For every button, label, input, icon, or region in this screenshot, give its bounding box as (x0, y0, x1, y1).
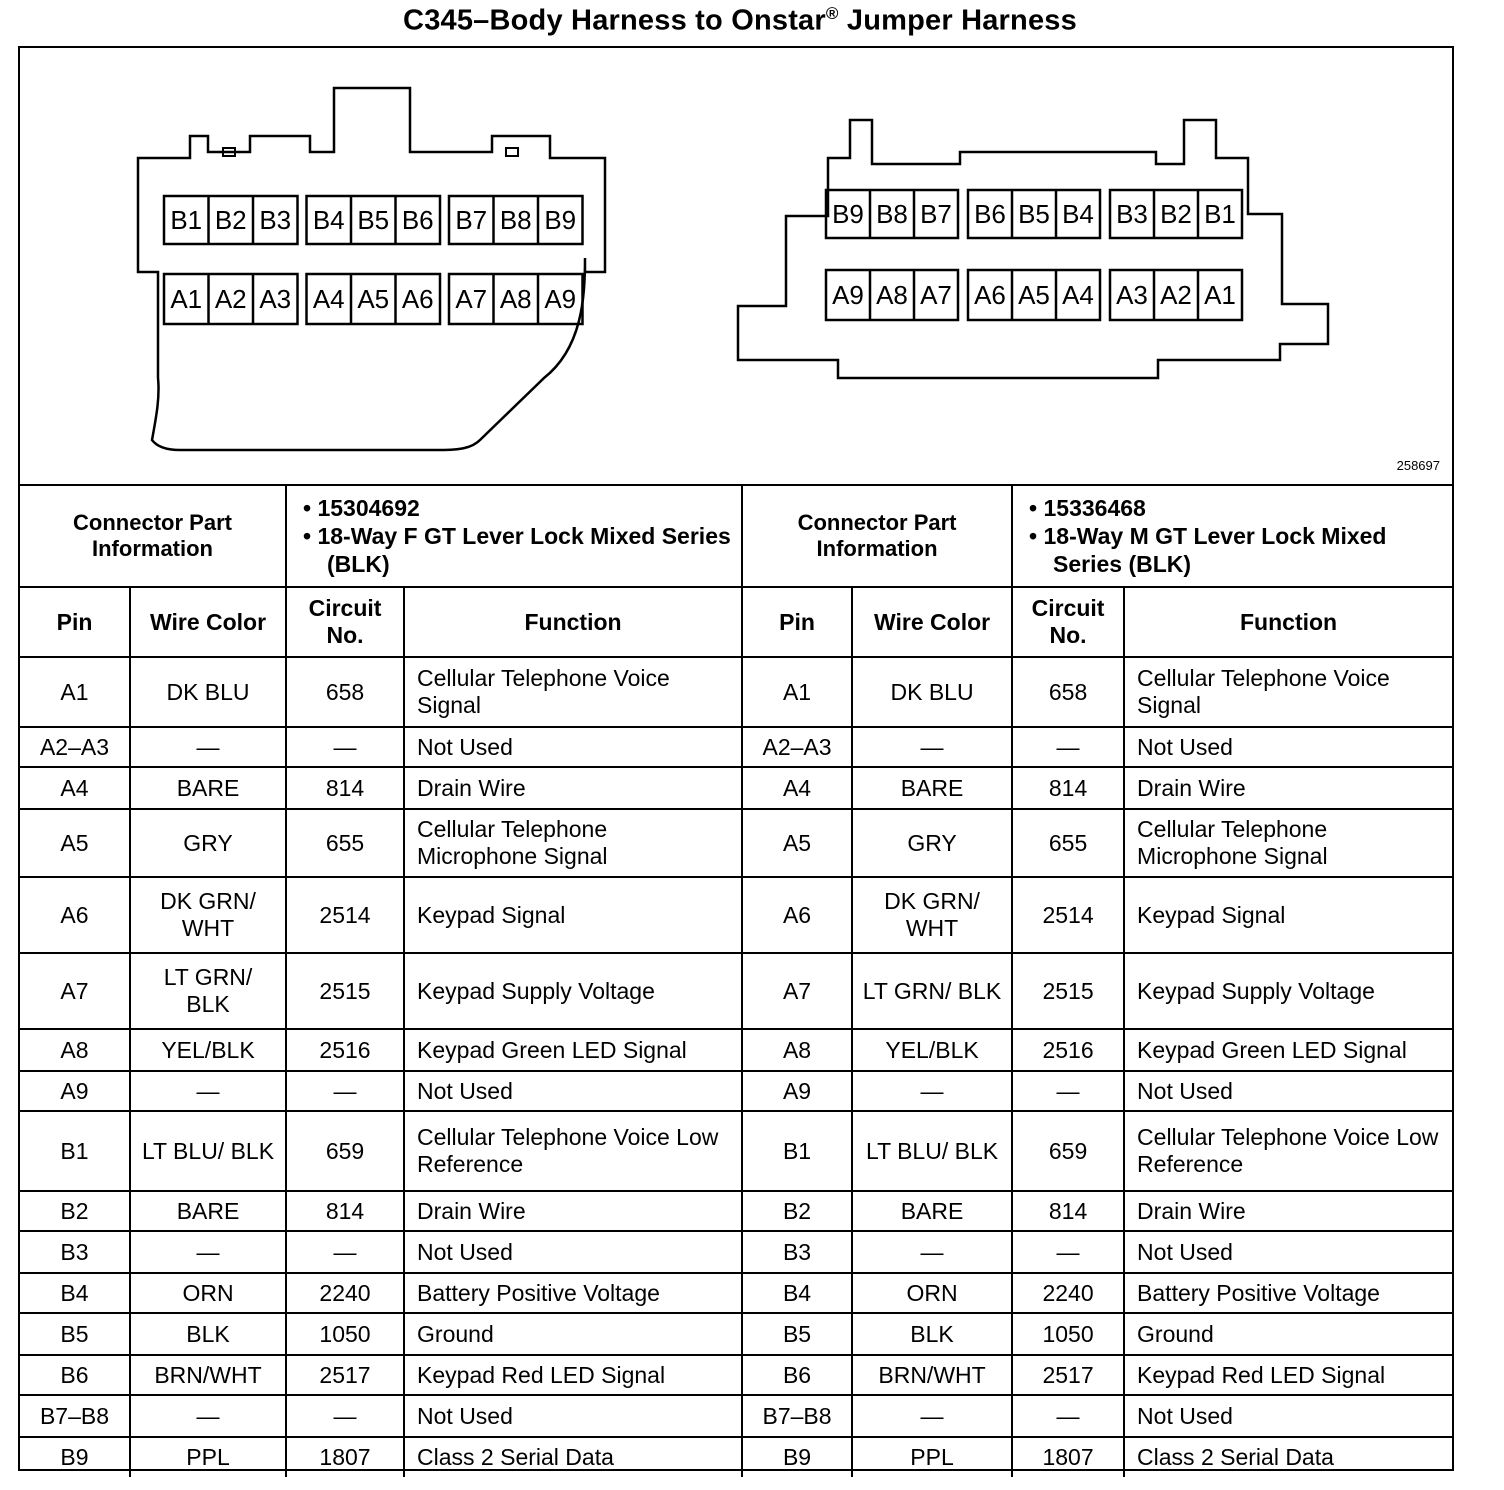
circuit-cell: 1807 (1012, 1437, 1124, 1477)
function-cell: Keypad Red LED Signal (404, 1355, 742, 1395)
pin-label: A9 (832, 280, 864, 310)
wire-color-cell: GRY (852, 809, 1012, 877)
function-cell: Not Used (404, 727, 742, 767)
pin-label: B2 (1160, 199, 1192, 229)
function-cell: Class 2 Serial Data (1124, 1437, 1452, 1477)
circuit-cell: 2516 (1012, 1029, 1124, 1071)
pin-label: B1 (170, 205, 203, 235)
left-part-info: • 15304692 • 18-Way F GT Lever Lock Mixed Series (BLK) (286, 485, 742, 587)
table-row (20, 1191, 1452, 1231)
pin-cell: A1 (20, 657, 130, 727)
pin-cell: A9 (742, 1071, 852, 1111)
right-top-pin-row (826, 190, 1242, 238)
table-row (20, 727, 1452, 767)
pin-label: B2 (214, 205, 247, 235)
wire-color-cell: — (130, 727, 286, 767)
circuit-cell: 659 (1012, 1111, 1124, 1191)
pin-cell: B7–B8 (742, 1395, 852, 1437)
pin-label: B7 (920, 199, 952, 229)
pin-label: B8 (876, 199, 908, 229)
wire-color-cell: BLK (852, 1313, 1012, 1355)
header-function: Function (404, 587, 742, 657)
wire-color-cell: PPL (130, 1437, 286, 1477)
pin-label: B9 (832, 199, 864, 229)
table-row (20, 953, 1452, 1029)
circuit-cell: — (1012, 1071, 1124, 1111)
left-connector-outline (138, 88, 605, 450)
table-row (20, 1029, 1452, 1071)
pin-cell: B2 (742, 1191, 852, 1231)
circuit-cell: 2240 (286, 1273, 404, 1313)
table-row (20, 809, 1452, 877)
pin-label: A6 (401, 284, 434, 314)
table-row (20, 767, 1452, 809)
left-top-pin-row (164, 196, 583, 244)
pin-label: A8 (499, 284, 532, 314)
pin-label: A4 (312, 284, 345, 314)
pin-cell: A8 (20, 1029, 130, 1071)
header-function: Function (1124, 587, 1452, 657)
header-circuit: Circuit No. (1012, 587, 1124, 657)
wire-color-cell: ORN (852, 1273, 1012, 1313)
circuit-cell: — (1012, 1231, 1124, 1273)
circuit-cell: 659 (286, 1111, 404, 1191)
circuit-cell: 658 (286, 657, 404, 727)
wire-color-cell: DK BLU (130, 657, 286, 727)
table-row (20, 1273, 1452, 1313)
header-pin: Pin (742, 587, 852, 657)
table-row (20, 877, 1452, 953)
circuit-cell: 814 (1012, 1191, 1124, 1231)
circuit-cell: 814 (1012, 767, 1124, 809)
circuit-cell: 2517 (1012, 1355, 1124, 1395)
wire-color-cell: BARE (130, 767, 286, 809)
pin-cell: A5 (20, 809, 130, 877)
wire-color-cell: DK BLU (852, 657, 1012, 727)
pin-label: B4 (1062, 199, 1094, 229)
pin-cell: B7–B8 (20, 1395, 130, 1437)
function-cell: Drain Wire (1124, 767, 1452, 809)
wire-color-cell: BRN/WHT (852, 1355, 1012, 1395)
function-cell: Cellular Telephone Voice Low Reference (404, 1111, 742, 1191)
circuit-cell: 1807 (286, 1437, 404, 1477)
pin-label: A2 (1160, 280, 1192, 310)
wire-color-cell: BARE (852, 767, 1012, 809)
right-bottom-pin-row (826, 270, 1242, 320)
pin-cell: B4 (20, 1273, 130, 1313)
pin-cell: B4 (742, 1273, 852, 1313)
circuit-cell: 2514 (286, 877, 404, 953)
pin-cell: A9 (20, 1071, 130, 1111)
table-row (20, 1313, 1452, 1355)
circuit-cell: 1050 (286, 1313, 404, 1355)
circuit-cell: 2514 (1012, 877, 1124, 953)
circuit-cell: — (286, 727, 404, 767)
circuit-cell: 2516 (286, 1029, 404, 1071)
pin-cell: A6 (742, 877, 852, 953)
function-cell: Drain Wire (1124, 1191, 1452, 1231)
page-title: C345–Body Harness to Onstar® Jumper Harness (403, 4, 1077, 37)
table-row (20, 1071, 1452, 1111)
function-cell: Ground (404, 1313, 742, 1355)
wire-color-cell: ORN (130, 1273, 286, 1313)
connector-drawings (20, 48, 1452, 484)
pin-cell: A2–A3 (20, 727, 130, 767)
circuit-cell: — (1012, 727, 1124, 767)
connector-diagram-area (20, 48, 1452, 484)
function-cell: Battery Positive Voltage (1124, 1273, 1452, 1313)
left-part-description: 18-Way F GT Lever Lock Mixed Series (BLK) (317, 523, 731, 577)
header-wire-color: Wire Color (852, 587, 1012, 657)
part-info-row (20, 485, 1452, 587)
circuit-cell: 2240 (1012, 1273, 1124, 1313)
part-info-label: Connector Part Information (742, 485, 1012, 587)
wire-color-cell: — (852, 1071, 1012, 1111)
pin-cell: A4 (742, 767, 852, 809)
pin-cell: A4 (20, 767, 130, 809)
function-cell: Class 2 Serial Data (404, 1437, 742, 1477)
pin-label: A9 (544, 284, 577, 314)
pin-label: B5 (1018, 199, 1050, 229)
left-bottom-pin-row (164, 274, 583, 324)
function-cell: Drain Wire (404, 767, 742, 809)
pin-label: B6 (401, 205, 434, 235)
wire-color-cell: BLK (130, 1313, 286, 1355)
function-cell: Not Used (404, 1395, 742, 1437)
pin-label: B9 (544, 205, 577, 235)
table-row (20, 1355, 1452, 1395)
function-cell: Keypad Supply Voltage (404, 953, 742, 1029)
function-cell: Not Used (1124, 1395, 1452, 1437)
circuit-cell: 655 (286, 809, 404, 877)
left-latch-slot (506, 148, 518, 156)
header-circuit: Circuit No. (286, 587, 404, 657)
function-cell: Not Used (1124, 1231, 1452, 1273)
wire-color-cell: GRY (130, 809, 286, 877)
table-row (20, 1231, 1452, 1273)
pin-cell: A8 (742, 1029, 852, 1071)
function-cell: Cellular Telephone Voice Low Reference (1124, 1111, 1452, 1191)
pin-cell: B9 (20, 1437, 130, 1477)
pin-label: B8 (499, 205, 532, 235)
function-cell: Keypad Green LED Signal (404, 1029, 742, 1071)
registered-mark: ® (825, 4, 839, 23)
circuit-cell: 658 (1012, 657, 1124, 727)
pin-label: B3 (1116, 199, 1148, 229)
pin-cell: A5 (742, 809, 852, 877)
function-cell: Not Used (1124, 727, 1452, 767)
left-part-number: 15304692 (317, 495, 420, 521)
circuit-cell: 2517 (286, 1355, 404, 1395)
circuit-cell: 1050 (1012, 1313, 1124, 1355)
pin-cell: B6 (20, 1355, 130, 1395)
wire-color-cell: — (852, 1231, 1012, 1273)
figure-id: 258697 (1396, 458, 1440, 473)
pin-label: B1 (1204, 199, 1236, 229)
right-part-number: 15336468 (1043, 495, 1146, 521)
pin-label: A7 (455, 284, 488, 314)
pin-label: A8 (876, 280, 908, 310)
wire-color-cell: — (130, 1231, 286, 1273)
table-row (20, 1395, 1452, 1437)
right-part-description: 18-Way M GT Lever Lock Mixed Series (BLK) (1043, 523, 1387, 577)
table-row (20, 1111, 1452, 1191)
wire-color-cell: LT BLU/ BLK (130, 1111, 286, 1191)
function-cell: Cellular Telephone Microphone Signal (1124, 809, 1452, 877)
pin-label: B7 (455, 205, 488, 235)
wire-color-cell: BARE (130, 1191, 286, 1231)
table-row (20, 657, 1452, 727)
table-row (20, 1437, 1452, 1477)
wire-color-cell: BARE (852, 1191, 1012, 1231)
circuit-cell: — (286, 1231, 404, 1273)
pin-label: A1 (170, 284, 203, 314)
part-info-label: Connector Part Information (20, 485, 286, 587)
column-header-row (20, 587, 1452, 657)
pin-label: A2 (214, 284, 247, 314)
function-cell: Cellular Telephone Voice Signal (1124, 657, 1452, 727)
pin-label: B4 (312, 205, 345, 235)
pin-label: B3 (259, 205, 292, 235)
pin-cell: A1 (742, 657, 852, 727)
wire-color-cell: — (852, 727, 1012, 767)
wire-color-cell: LT BLU/ BLK (852, 1111, 1012, 1191)
wire-color-cell: LT GRN/ BLK (852, 953, 1012, 1029)
pin-cell: B6 (742, 1355, 852, 1395)
pin-label: A3 (1116, 280, 1148, 310)
circuit-cell: 814 (286, 767, 404, 809)
wire-color-cell: DK GRN/ WHT (130, 877, 286, 953)
function-cell: Keypad Signal (404, 877, 742, 953)
pin-cell: A7 (742, 953, 852, 1029)
pin-cell: B1 (20, 1111, 130, 1191)
right-connector-outline (738, 120, 1328, 378)
pin-cell: A2–A3 (742, 727, 852, 767)
pin-cell: B2 (20, 1191, 130, 1231)
wire-color-cell: DK GRN/ WHT (852, 877, 1012, 953)
pin-cell: A6 (20, 877, 130, 953)
right-part-info: • 15336468 • 18-Way M GT Lever Lock Mixed Series (BLK) (1012, 485, 1452, 587)
function-cell: Cellular Telephone Voice Signal (404, 657, 742, 727)
pin-cell: A7 (20, 953, 130, 1029)
wire-color-cell: — (130, 1071, 286, 1111)
function-cell: Not Used (404, 1231, 742, 1273)
pin-cell: B3 (742, 1231, 852, 1273)
circuit-cell: 2515 (286, 953, 404, 1029)
circuit-cell: — (286, 1395, 404, 1437)
pin-label: A4 (1062, 280, 1094, 310)
wire-color-cell: — (852, 1395, 1012, 1437)
circuit-cell: — (286, 1071, 404, 1111)
wire-color-cell: LT GRN/ BLK (130, 953, 286, 1029)
header-pin: Pin (20, 587, 130, 657)
circuit-cell: — (1012, 1395, 1124, 1437)
pin-cell: B1 (742, 1111, 852, 1191)
pin-label: A5 (357, 284, 390, 314)
pin-cell: B5 (742, 1313, 852, 1355)
pin-label: A3 (259, 284, 292, 314)
connector-sheet (18, 46, 1454, 1471)
wire-color-cell: YEL/BLK (852, 1029, 1012, 1071)
function-cell: Keypad Red LED Signal (1124, 1355, 1452, 1395)
circuit-cell: 814 (286, 1191, 404, 1231)
pin-label: A1 (1204, 280, 1236, 310)
function-cell: Cellular Telephone Microphone Signal (404, 809, 742, 877)
function-cell: Not Used (1124, 1071, 1452, 1111)
function-cell: Drain Wire (404, 1191, 742, 1231)
pin-cell: B3 (20, 1231, 130, 1273)
pin-label: B6 (974, 199, 1006, 229)
circuit-cell: 655 (1012, 809, 1124, 877)
header-wire-color: Wire Color (130, 587, 286, 657)
function-cell: Keypad Supply Voltage (1124, 953, 1452, 1029)
pin-cell: B9 (742, 1437, 852, 1477)
pin-label: A7 (920, 280, 952, 310)
pin-cell: B5 (20, 1313, 130, 1355)
pin-label: A5 (1018, 280, 1050, 310)
pinout-table (20, 484, 1452, 1477)
pin-label: B5 (357, 205, 390, 235)
wire-color-cell: BRN/WHT (130, 1355, 286, 1395)
function-cell: Battery Positive Voltage (404, 1273, 742, 1313)
function-cell: Keypad Green LED Signal (1124, 1029, 1452, 1071)
wire-color-cell: YEL/BLK (130, 1029, 286, 1071)
wire-color-cell: — (130, 1395, 286, 1437)
function-cell: Ground (1124, 1313, 1452, 1355)
function-cell: Not Used (404, 1071, 742, 1111)
wire-color-cell: PPL (852, 1437, 1012, 1477)
circuit-cell: 2515 (1012, 953, 1124, 1029)
pin-label: A6 (974, 280, 1006, 310)
function-cell: Keypad Signal (1124, 877, 1452, 953)
